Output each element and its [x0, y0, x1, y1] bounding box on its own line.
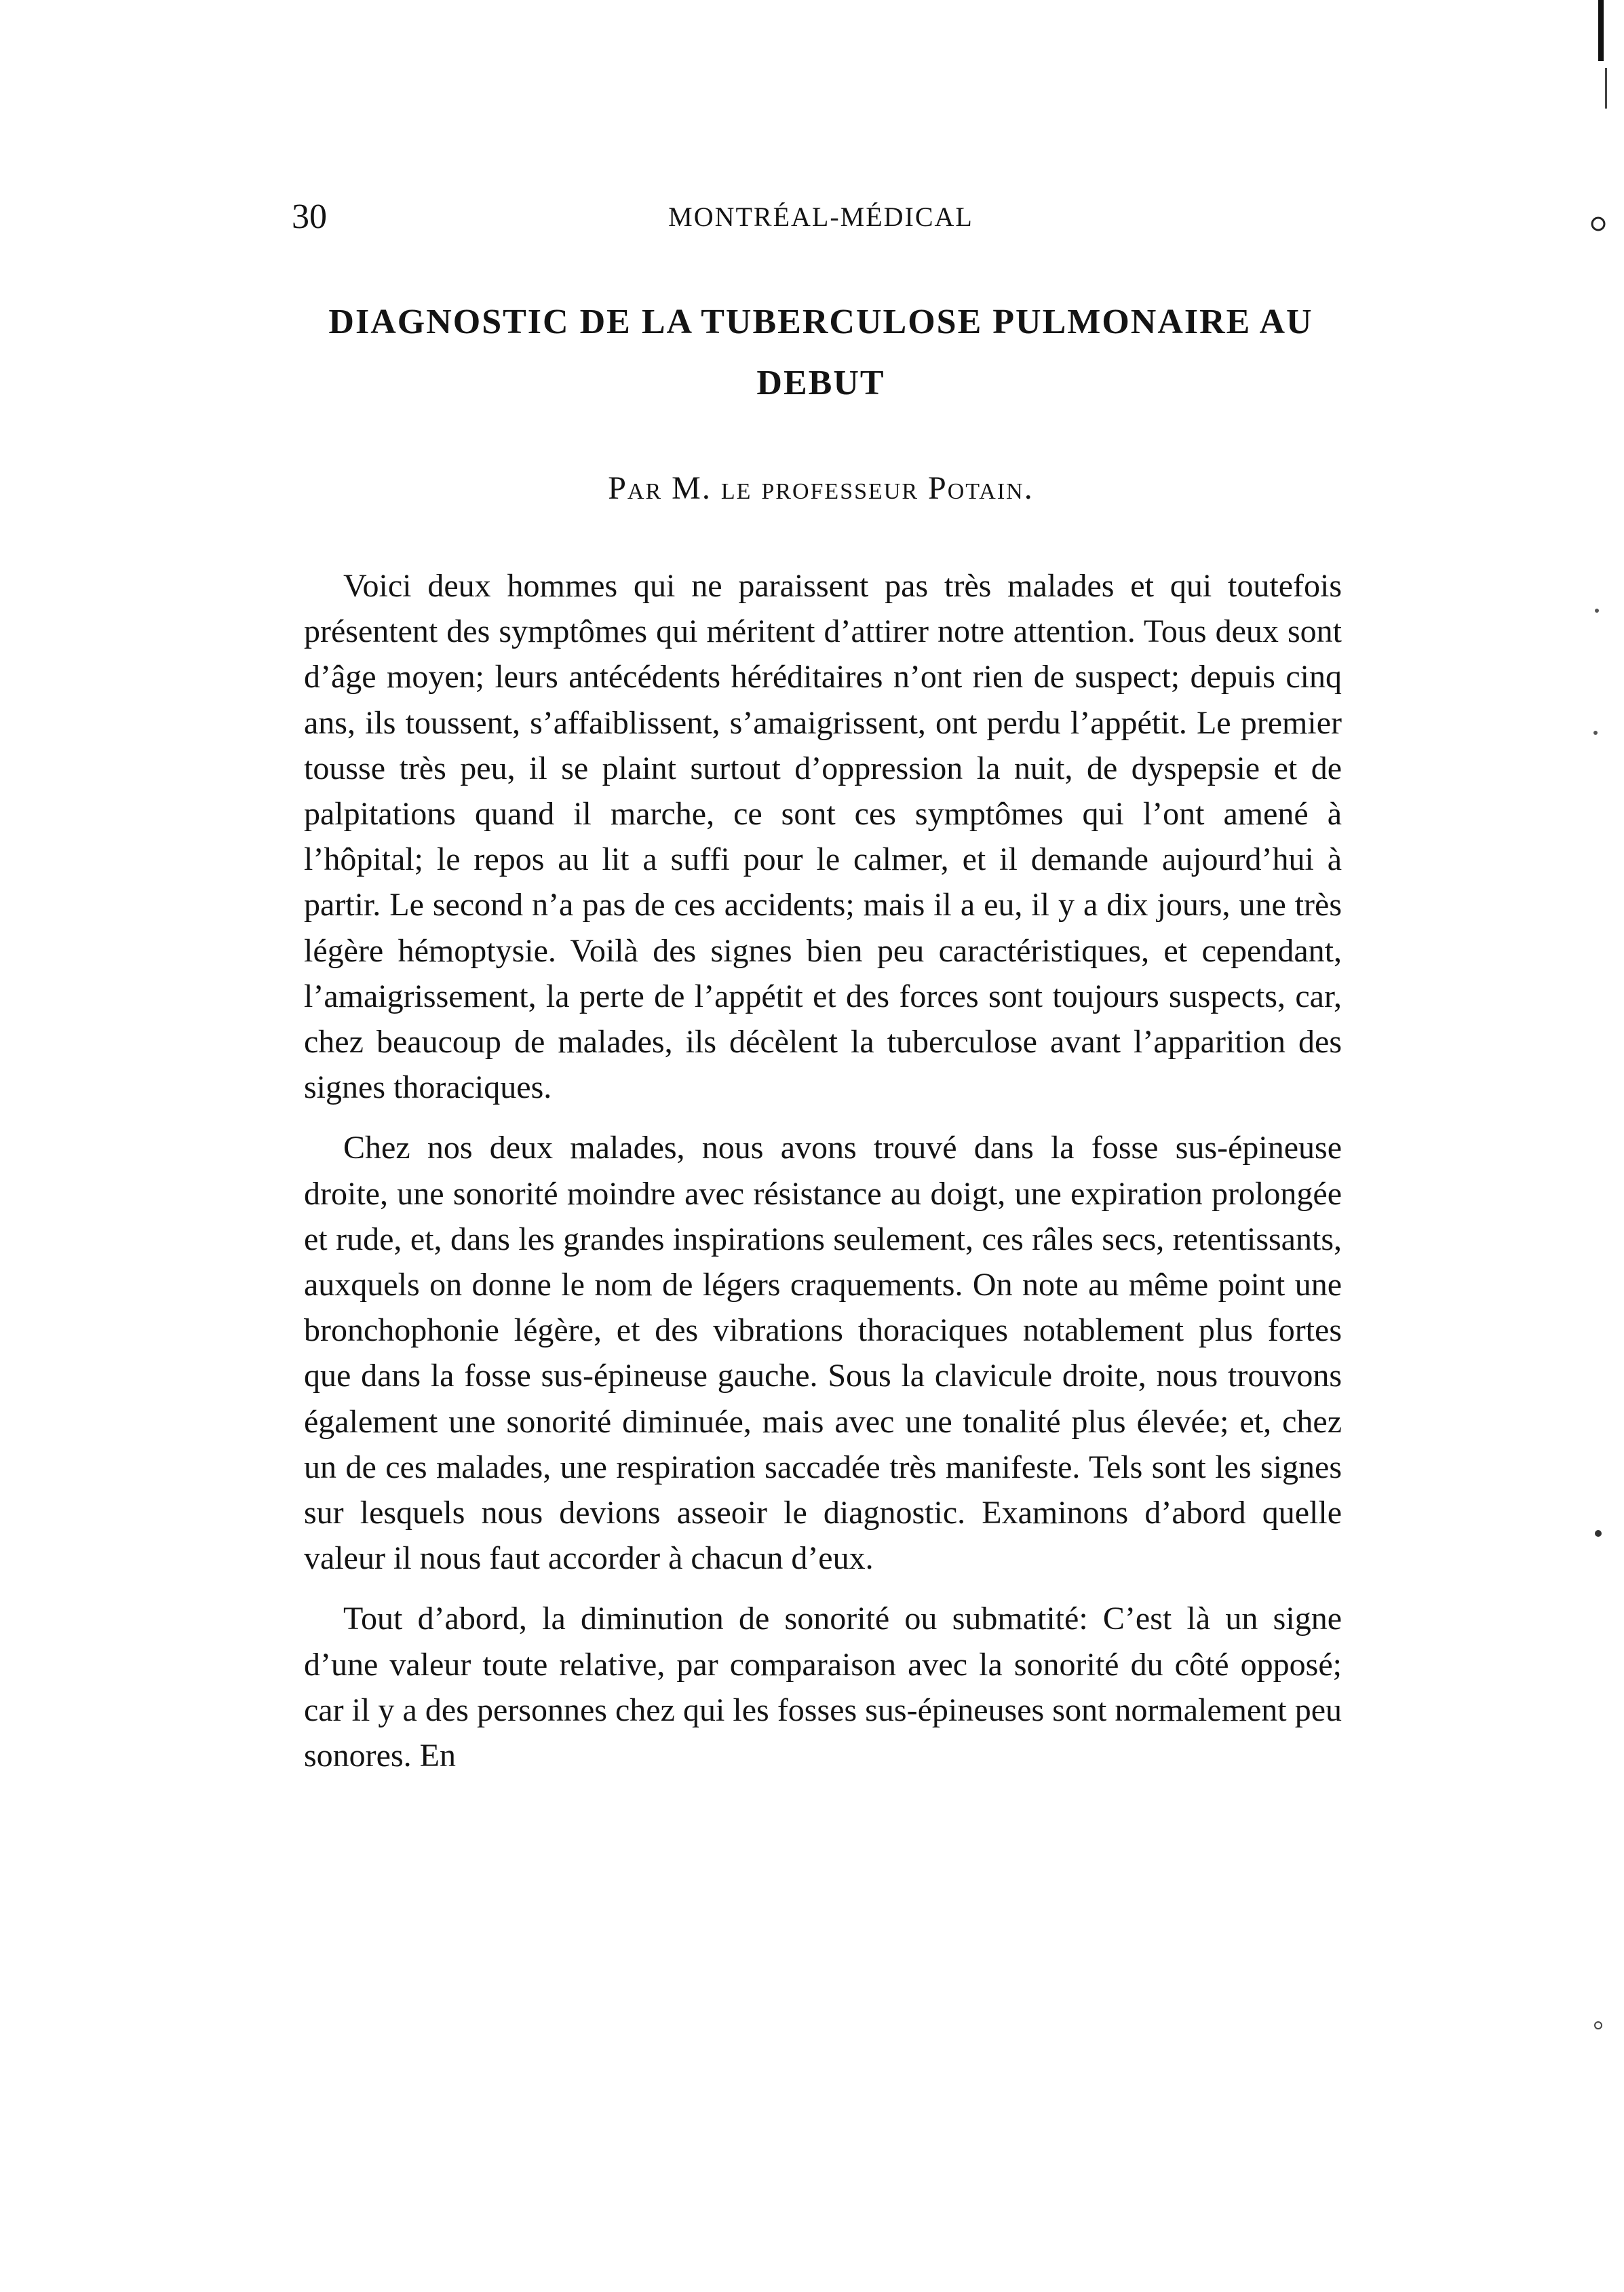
- scan-margin-marks: [1522, 0, 1624, 2292]
- paragraph: Tout d’abord, la diminution de sonorité ou submatité: C’est là un signe d’une valeur toute relative, par comparaison avec la sonorité du côté opposé; car il y a des personnes chez qui les fosses sus-épineuses sont normalement peu sonores. En: [304, 1601, 1342, 1774]
- paragraph: Voici deux hommes qui ne paraissent pas très malades et qui toutefois présentent des symptômes qui méritent d’attirer notre attention. Tous deux sont d’âge moyen; leurs antécédents héréditaires n’ont rien de suspect; depuis cinq ans, ils toussent, s’affaiblissent, s’amaigrissent, ont perdu l’appétit. Le premier tousse très peu, il se plaint surtout d’oppression la nuit, de dyspepsie et de palpitations quand il marche, ce sont ces symptômes qui l’ont amené à l’hôpital; le repos au lit a suffi pour le calmer, et il demande aujourd’hui à partir. Le second n’a pas de ces accidents; mais il a eu, il y a dix jours, une très légère hémoptysie. Voilà des signes bien peu caractéristiques, et cependant, l’amaigrissement, la perte de l’appétit et des forces sont toujours suspects, car, chez beaucoup de malades, ils décèlent la tuberculose avant l’apparition des signes thoraciques.: [304, 568, 1342, 1106]
- paragraph: Chez nos deux malades, nous avons trouvé dans la fosse sus-épineuse droite, une sonorité moindre avec résistance au doigt, une expiration prolongée et rude, et, dans les grandes inspirations seulement, ces râles secs, retentissants, auxquels on donne le nom de légers craquements. On note au même point une bronchophonie légère, et des vibrations thoraciques notablement plus fortes que dans la fosse sus-épineuse gauche. Sous la clavicule droite, nous trouvons également une sonorité diminuée, mais avec une tonalité plus élevée; et, chez un de ces malades, une respiration saccadée très manifeste. Tels sont les signes sur lesquels nous devions asseoir le diagnostic. Examinons d’abord quelle valeur il nous faut accorder à chacun d’eux.: [304, 1130, 1342, 1577]
- journal-title: MONTRÉAL-MÉDICAL: [668, 202, 973, 232]
- page-number: 30: [292, 197, 327, 236]
- article-body: [304, 563, 1342, 1778]
- article-title: DIAGNOSTIC DE LA TUBERCULOSE PULMONAIRE AU DEBUT: [328, 303, 1313, 402]
- running-head: [292, 190, 1350, 244]
- article-byline: Par M. le professeur Potain.: [608, 470, 1034, 506]
